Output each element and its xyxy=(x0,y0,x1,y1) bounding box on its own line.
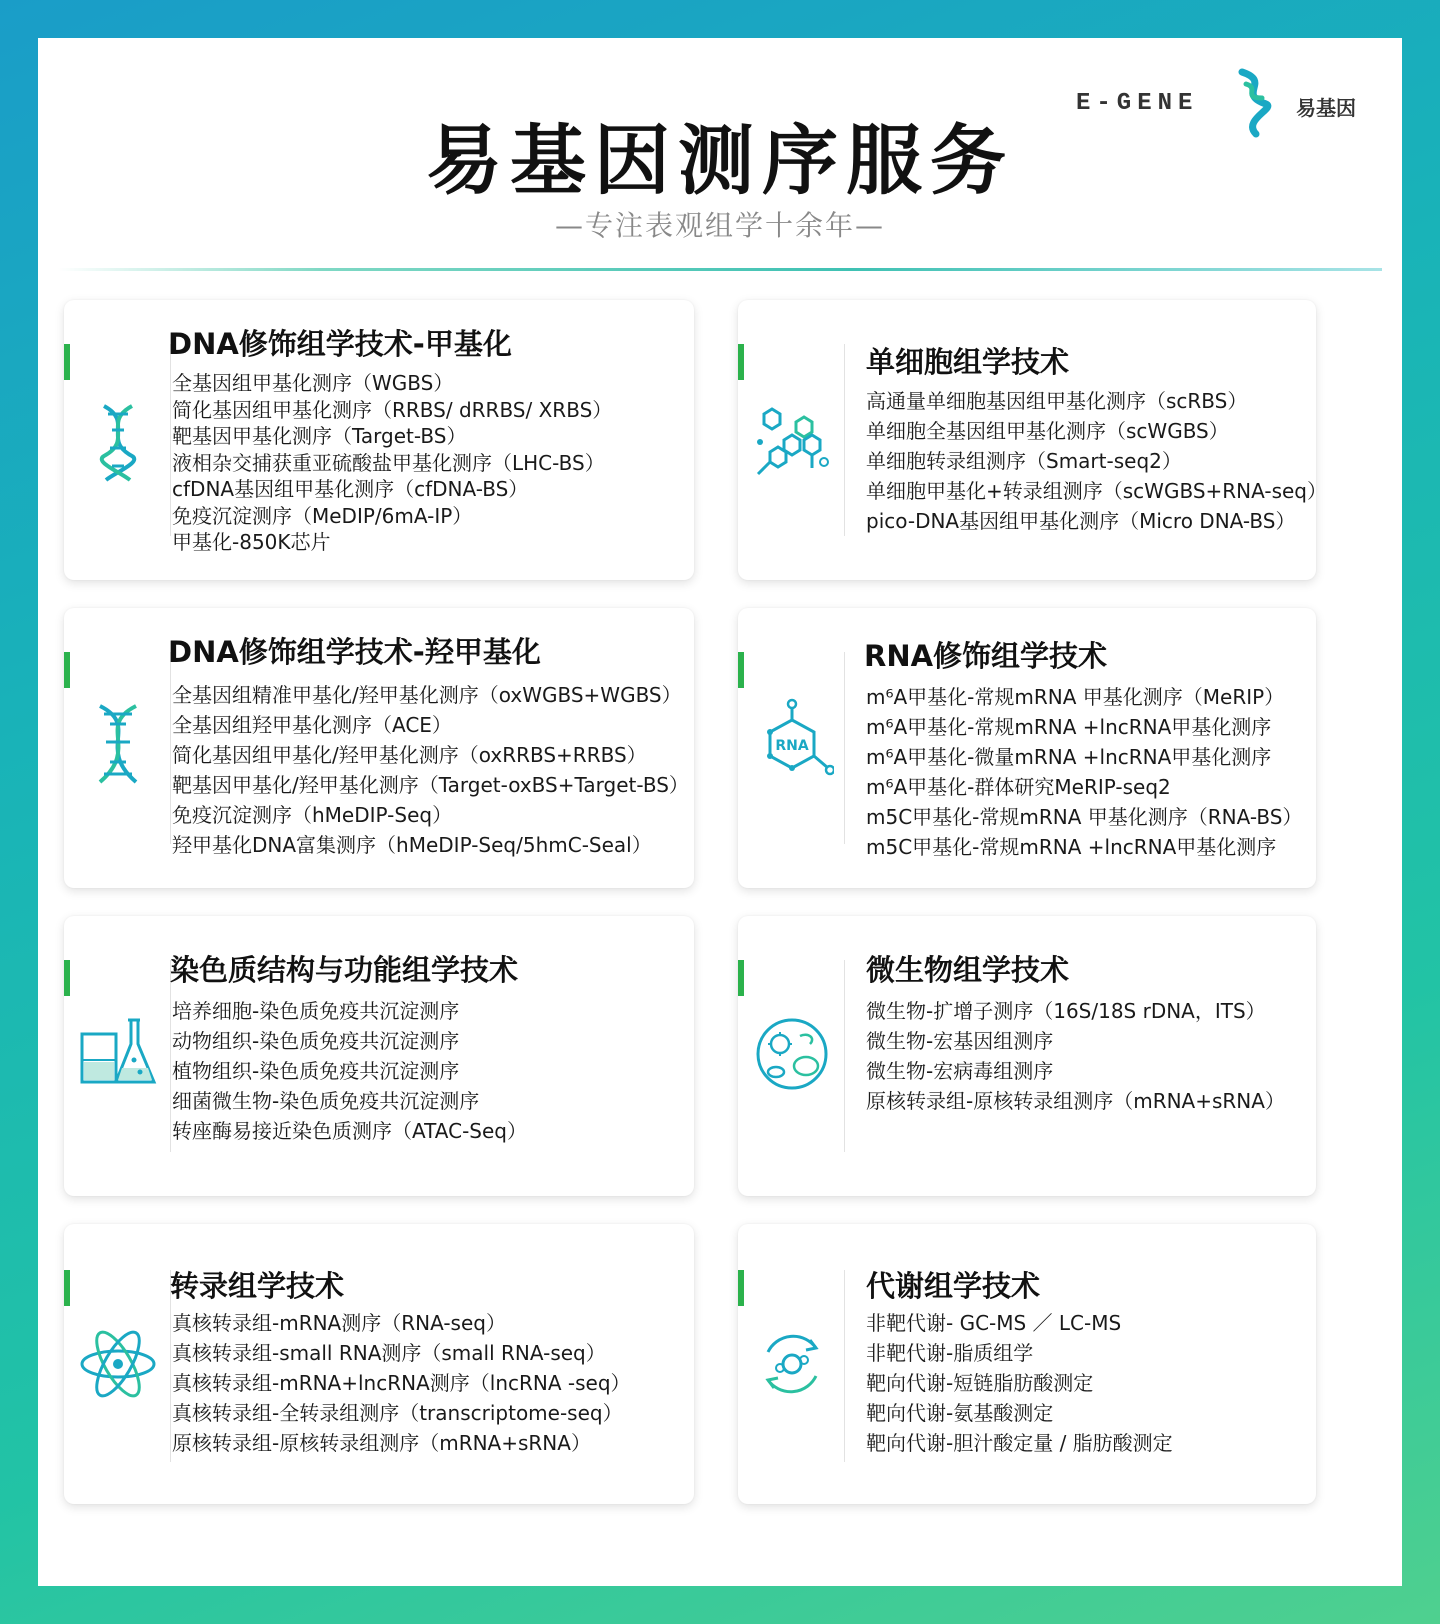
logo-chinese: 易基因 xyxy=(1296,96,1356,120)
card-accent-bar xyxy=(64,652,70,688)
header-divider xyxy=(58,268,1382,271)
card-single-cell xyxy=(738,300,1328,580)
card-accent-bar xyxy=(738,1270,744,1306)
list-item: 非靶代谢-脂质组学 xyxy=(866,1341,1034,1365)
page-title: 易基因测序服务 xyxy=(426,116,1014,205)
list-item: 真核转录组-全转录组测序（transcriptome-seq） xyxy=(172,1401,623,1425)
list-item: 靶基因甲基化测序（Target-BS） xyxy=(172,424,467,448)
logo-helix-icon xyxy=(1232,68,1276,138)
list-item: 免疫沉淀测序（hMeDIP-Seq） xyxy=(172,803,453,827)
list-item: 动物组织-染色质免疫共沉淀测序 xyxy=(172,1029,460,1053)
card-title: 代谢组学技术 xyxy=(866,1269,1041,1303)
card-divider xyxy=(170,652,171,844)
card-divider xyxy=(170,344,171,536)
list-item: m⁶A甲基化-群体研究MeRIP-seq2 xyxy=(866,775,1171,799)
card-divider xyxy=(844,960,845,1152)
card-item-list xyxy=(866,386,1327,536)
list-item: 全基因组甲基化测序（WGBS） xyxy=(172,371,454,395)
list-item: 靶基因甲基化/羟甲基化测序（Target-oxBS+Target-BS） xyxy=(172,773,689,797)
card-title: 染色质结构与功能组学技术 xyxy=(170,953,519,987)
card-title: 单细胞组学技术 xyxy=(866,345,1070,379)
list-item: 单细胞转录组测序（Smart-seq2） xyxy=(866,449,1182,473)
card-title: RNA修饰组学技术 xyxy=(864,639,1108,673)
card-dna-methylation xyxy=(64,300,694,580)
card-item-list xyxy=(172,370,612,556)
list-item: 靶向代谢-短链脂肪酸测定 xyxy=(866,1371,1094,1395)
list-item: 微生物-宏基因组测序 xyxy=(866,1029,1054,1053)
list-item: m5C甲基化-常规mRNA +lncRNA甲基化测序 xyxy=(866,835,1277,859)
card-accent-bar xyxy=(738,652,744,688)
card-item-list xyxy=(866,996,1285,1116)
list-item: 简化基因组甲基化/羟甲基化测序（oxRRBS+RRBS） xyxy=(172,743,647,767)
list-item: 微生物-宏病毒组测序 xyxy=(866,1059,1054,1083)
card-transcriptome xyxy=(64,1224,694,1504)
list-item: 全基因组羟甲基化测序（ACE） xyxy=(172,713,452,737)
metabolism-cycle-icon xyxy=(750,1322,834,1406)
card-item-list xyxy=(172,680,689,860)
list-item: pico-DNA基因组甲基化测序（Micro DNA-BS） xyxy=(866,509,1296,533)
card-divider xyxy=(844,652,845,844)
list-item: 非靶代谢- GC-MS ／ LC-MS xyxy=(866,1311,1122,1335)
list-item: 简化基因组甲基化测序（RRBS/ dRRBS/ XRBS） xyxy=(172,397,613,422)
list-item: 羟甲基化DNA富集测序（hMeDIP-Seq/5hmC-Seal） xyxy=(172,833,652,857)
card-metabolomics xyxy=(738,1224,1316,1504)
card-accent-bar xyxy=(738,960,744,996)
card-item-list xyxy=(866,682,1302,862)
card-item-list xyxy=(172,996,527,1146)
card-item-list xyxy=(866,1308,1173,1458)
card-accent-bar xyxy=(64,960,70,996)
list-item: m⁶A甲基化-常规mRNA 甲基化测序（MeRIP） xyxy=(866,685,1285,709)
list-item: 单细胞全基因组甲基化测序（scWGBS） xyxy=(866,419,1229,443)
rna-molecule-icon xyxy=(750,698,834,782)
molecule-network-icon xyxy=(750,400,834,484)
list-item: 微生物-扩增子测序（16S/18S rDNA，ITS） xyxy=(866,999,1266,1023)
page-subtitle: —专注表观组学十余年— xyxy=(554,209,885,242)
poster-sheet xyxy=(38,38,1402,1586)
card-rna-modification xyxy=(738,608,1316,888)
dna-double-helix-icon xyxy=(76,702,160,786)
list-item: 原核转录组-原核转录组测序（mRNA+sRNA） xyxy=(866,1089,1285,1113)
list-item: 细菌微生物-染色质免疫共沉淀测序 xyxy=(172,1089,480,1113)
list-item: m5C甲基化-常规mRNA 甲基化测序（RNA-BS） xyxy=(866,805,1303,829)
microbe-petri-icon xyxy=(750,1012,834,1096)
list-item: 靶向代谢-氨基酸测定 xyxy=(866,1401,1054,1425)
card-accent-bar xyxy=(64,344,70,380)
brand-logo xyxy=(1076,68,1356,138)
list-item: 免疫沉淀测序（MeDIP/6mA-IP） xyxy=(172,503,473,528)
card-title: DNA修饰组学技术-甲基化 xyxy=(168,327,512,361)
card-item-list xyxy=(172,1308,631,1458)
watermark: 知乎 @易基因科技 xyxy=(1059,1542,1402,1588)
list-item: cfDNA基因组甲基化测序（cfDNA-BS） xyxy=(172,477,529,501)
atom-icon xyxy=(76,1322,160,1406)
svg-text:RNA: RNA xyxy=(775,738,809,754)
card-accent-bar xyxy=(738,344,744,380)
list-item: 甲基化-850K芯片 xyxy=(172,530,331,554)
list-item: 原核转录组-原核转录组测序（mRNA+sRNA） xyxy=(172,1431,591,1455)
card-microbiome xyxy=(738,916,1316,1196)
list-item: 靶向代谢-胆汁酸定量 / 脂肪酸测定 xyxy=(866,1431,1173,1455)
card-chromatin xyxy=(64,916,694,1196)
list-item: 真核转录组-mRNA+lncRNA测序（lncRNA -seq） xyxy=(172,1371,631,1395)
card-divider xyxy=(844,344,845,536)
card-dna-hydroxymethylation xyxy=(64,608,694,888)
card-title: 微生物组学技术 xyxy=(866,953,1070,987)
list-item: 转座酶易接近染色质测序（ATAC-Seq） xyxy=(172,1119,527,1143)
list-item: 植物组织-染色质免疫共沉淀测序 xyxy=(172,1059,460,1083)
list-item: m⁶A甲基化-常规mRNA +lncRNA甲基化测序 xyxy=(866,715,1272,739)
card-title: 转录组学技术 xyxy=(170,1269,345,1303)
lab-flask-icon xyxy=(76,1012,160,1096)
card-divider xyxy=(844,1270,845,1462)
list-item: 真核转录组-small RNA测序（small RNA-seq） xyxy=(172,1341,606,1365)
list-item: 液相杂交捕获重亚硫酸盐甲基化测序（LHC-BS） xyxy=(172,450,605,475)
list-item: 培养细胞-染色质免疫共沉淀测序 xyxy=(172,999,460,1023)
logo-wordmark: E-GENE xyxy=(1076,90,1199,117)
dna-helix-icon xyxy=(76,400,160,484)
list-item: 全基因组精准甲基化/羟甲基化测序（oxWGBS+WGBS） xyxy=(172,683,682,707)
card-accent-bar xyxy=(64,1270,70,1306)
card-title: DNA修饰组学技术-羟甲基化 xyxy=(168,635,541,669)
list-item: 真核转录组-mRNA测序（RNA-seq） xyxy=(172,1311,506,1335)
list-item: 高通量单细胞基因组甲基化测序（scRBS） xyxy=(866,389,1248,413)
list-item: 单细胞甲基化+转录组测序（scWGBS+RNA-seq） xyxy=(866,479,1328,503)
list-item: m⁶A甲基化-微量mRNA +lncRNA甲基化测序 xyxy=(866,745,1272,769)
